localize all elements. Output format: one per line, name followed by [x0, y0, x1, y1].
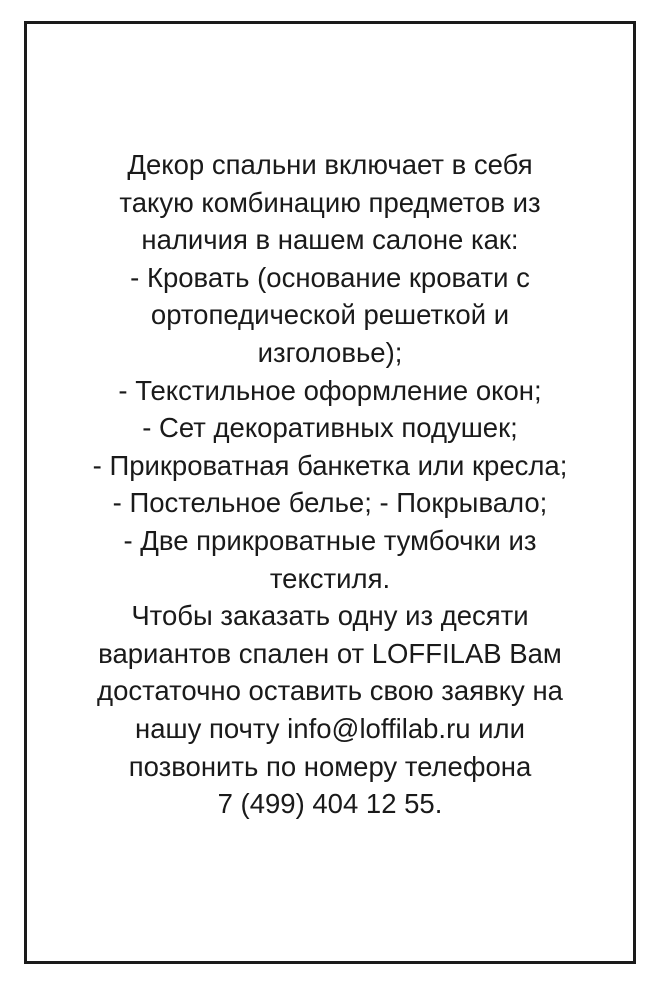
text-line: нашу почту info@loffilab.ru или [135, 712, 525, 744]
text-line: изголовье); [257, 336, 403, 368]
text-line: - Сет декоративных подушек; [142, 412, 518, 444]
document-text [27, 146, 633, 823]
text-line: вариантов спален от LOFFILAB Вам [98, 637, 562, 669]
text-line: текстиля. [269, 562, 391, 594]
document-frame [24, 21, 636, 964]
text-line: наличия в нашем салоне как: [141, 224, 519, 256]
text-line: - Кровать (основание кровати с [130, 261, 530, 293]
text-line: Чтобы заказать одну из десяти [131, 600, 529, 632]
text-line: ортопедической решеткой и [150, 299, 510, 331]
text-line: - Прикроватная банкетка или кресла; [92, 449, 568, 481]
text-line: такую комбинацию предметов из [119, 186, 541, 218]
text-line: 7 (499) 404 12 55. [217, 788, 443, 820]
text-line: - Текстильное оформление окон; [118, 374, 542, 406]
text-line: достаточно оставить свою заявку на [97, 675, 563, 707]
text-line: Декор спальни включает в себя [127, 149, 533, 180]
text-line: - Две прикроватные тумбочки из [123, 524, 537, 556]
text-line: - Постельное белье; - Покрывало; [112, 487, 548, 519]
text-line: позвонить по номеру телефона [128, 750, 532, 782]
